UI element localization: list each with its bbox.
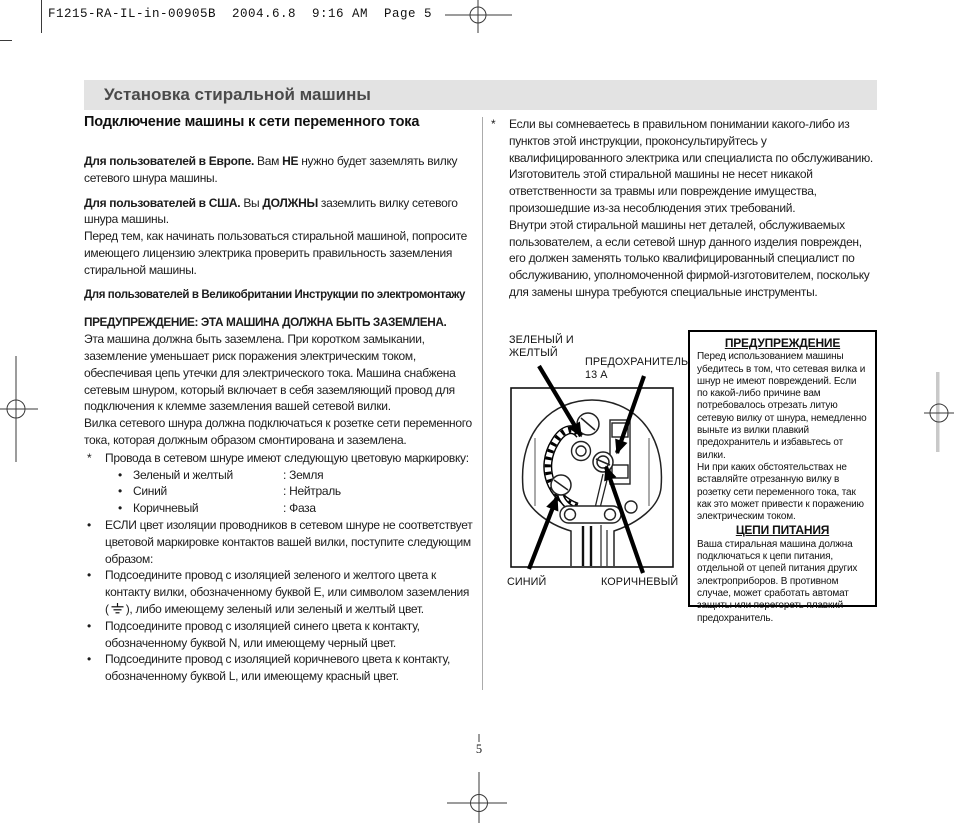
bullet-item-connect-brown: • Подсоедините провод с изоляцией коричневого цвета к контакту, обозначенному буквой L, или имеющему красный цвет. bbox=[87, 652, 451, 684]
wire-colors-intro: Провода в сетевом шнуре имеют следующую цветовую маркировку: bbox=[105, 450, 469, 465]
arrow-green-yellow bbox=[539, 366, 581, 436]
paragraph-europe: Для пользователей в Европе. Вам НЕ нужно будет заземлять вилку сетевого шнура машины. bbox=[84, 154, 458, 185]
bullet-item-mismatch: • ЕСЛИ цвет изоляции проводников в сетевом шнуре не соответствует цветовой маркировке контактов вашей вилки, поступите следующим образом: bbox=[87, 517, 473, 566]
bullet-marker: • bbox=[118, 501, 122, 516]
wire-color-name: Зеленый и желтый bbox=[133, 467, 233, 482]
paragraph-usa: Для пользователей в США. Вы ДОЛЖНЫ заземлить вилку сетевого шнура машины. Перед тем, как начинать пользоваться стиральной машиной, попросите имеющего лицензию электрика проверить правильность заземления стиральной машины. bbox=[84, 195, 468, 277]
warning-box bbox=[688, 330, 877, 624]
right-column bbox=[488, 116, 876, 301]
wire-color-value: : Земля bbox=[283, 467, 324, 482]
warning-box-text-1: Перед использованием машины убедитесь в том, что сетевая вилка и шнур не имеют повреждений. Если по какой-либо причине вам потребовалось отрезать литую сетевую вилку от шнура, немедленно выньте из вилки плавкий предохранитель и избавьтесь от вилки. bbox=[697, 351, 867, 461]
bullet-marker: • bbox=[87, 618, 91, 633]
footnote-star-marker: * bbox=[87, 450, 92, 465]
usa-emphasis: ДОЛЖНЫ bbox=[262, 195, 318, 210]
europe-lead: Для пользователей в Европе. bbox=[84, 154, 254, 168]
warning-box-text-2: Ни при каких обстоятельствах не вставляйте отрезанную вилку в розетку сети переменного тока, так как это может привести к поражению электрическим током. bbox=[697, 461, 864, 523]
bullet-marker: • bbox=[118, 484, 122, 499]
live-terminal bbox=[593, 452, 613, 472]
supply-circuits-title: ЦЕПИ ПИТАНИЯ bbox=[735, 523, 830, 538]
note-liability: Изготовитель этой стиральной машины не несет никакой ответственности за травмы или повреждение имущества, произошедшие из-за несоблюдения этих требований. bbox=[509, 167, 817, 215]
bullet-marker: • bbox=[87, 568, 91, 583]
left-column bbox=[84, 153, 474, 685]
supply-circuits-text: Ваша стиральная машина должна подключаться к цепи питания, отдельной от цепей питания других электроприборов. В противном случае, может сработать автомат защиты или перегореть плавкий предохранитель. bbox=[697, 538, 858, 624]
europe-emphasis: НЕ bbox=[282, 154, 299, 168]
bullet-marker: • bbox=[87, 652, 91, 667]
grounding-warning-body-2: Вилка сетевого шнура должна подключаться к розетке сети переменного тока, которая должным образом смонтирована и заземлена. bbox=[84, 416, 472, 447]
label-blue: СИНИЙ bbox=[507, 576, 547, 588]
consult-electrician-note bbox=[488, 116, 876, 301]
grounding-warning bbox=[84, 314, 474, 448]
label-fuse: ПРЕДОХРАНИТЕЛЬ 13 А bbox=[585, 356, 689, 381]
wire-color-row-neutral bbox=[84, 483, 474, 500]
page-number: 5 bbox=[475, 742, 483, 756]
usa-electrician-note: Перед тем, как начинать пользоваться стиральной машиной, попросите имеющего лицензию электрика проверить правильность заземления стиральной машины. bbox=[84, 229, 468, 277]
registration-mark-top-center bbox=[445, 0, 512, 33]
neutral-terminal bbox=[551, 475, 571, 495]
registration-mark-left bbox=[0, 356, 38, 462]
bullet-item-connect-blue: • Подсоедините провод с изоляцией синего цвета к контакту, обозначенному буквой N, или имеющему черный цвет. bbox=[87, 618, 420, 650]
wire-colors-intro-item bbox=[84, 450, 474, 467]
section-title-bar bbox=[84, 80, 877, 110]
label-green-yellow: ЗЕЛЕНЫЙ И ЖЕЛТЫЙ bbox=[509, 334, 574, 359]
uk-plug-drawing bbox=[523, 400, 662, 566]
cord-barrel bbox=[572, 442, 591, 461]
label-brown: КОРИЧНЕВЫЙ bbox=[601, 576, 679, 588]
note-no-user-parts: Внутри этой стиральной машины нет деталей, обслуживаемых пользователем, а если сетевой шнур данного изделия поврежден, его должен заменять только квалифицированный специалист по обслуживанию, уполномоченной фирмой-изготовителем, поскольку для замены шнура требуются специальные инструменты. bbox=[509, 217, 870, 299]
bullet-item-connect-green: • Подсоедините провод с изоляцией зеленого и желтого цвета к контакту вилки, обозначенному буквой E, или символом заземления ( ), либо имеющему зеленый или зеленый и желтый цвет. bbox=[87, 568, 470, 616]
earth-ground-icon bbox=[111, 603, 124, 614]
column-divider bbox=[482, 117, 483, 690]
page-subtitle: Подключение машины к сети переменного тока bbox=[84, 114, 420, 130]
wire-color-row-live bbox=[84, 500, 474, 517]
bullet-marker: • bbox=[87, 517, 91, 532]
print-header: F1215-RA-IL-in-00905B 2004.6.8 9:16 AM Page 5 bbox=[48, 7, 433, 21]
grounding-warning-body: Эта машина должна быть заземлена. При коротком замыкании, заземление уменьшает риск поражения электрическим током, обеспечивая цепь утечки для электрического тока. Машина снабжена сетевым шнуром, который включает в себя заземляющий провод для подключения к клемме заземления вашей сетевой вилки. bbox=[84, 332, 456, 414]
power-cable bbox=[583, 525, 607, 566]
wire-color-value: : Фаза bbox=[283, 501, 316, 516]
plug-wiring-diagram bbox=[503, 330, 693, 607]
warning-box-title: ПРЕДУПРЕЖДЕНИЕ bbox=[724, 336, 841, 350]
footnote-star-marker: * bbox=[491, 117, 496, 131]
grounding-warning-heading: ПРЕДУПРЕЖДЕНИЕ: ЭТА МАШИНА ДОЛЖНА БЫТЬ ЗАЗЕМЛЕНА. bbox=[84, 315, 447, 330]
bullet-marker: • bbox=[118, 467, 122, 482]
note-consult: Если вы сомневаетесь в правильном понимании какого-либо из пунктов этой инструкции, проконсультируйтесь у квалифицированного электрика или специалиста по обслуживанию. bbox=[509, 117, 873, 165]
usa-lead: Для пользователей в США. bbox=[84, 195, 241, 210]
registration-mark-right bbox=[924, 372, 954, 452]
uk-users-heading: Для пользователей в Великобритании Инструкции по электромонтажу bbox=[84, 288, 465, 301]
wire-color-name: Коричневый bbox=[133, 501, 199, 516]
wire-color-row-earth bbox=[84, 467, 474, 484]
brown-wire bbox=[595, 474, 608, 508]
wire-color-value: : Нейтраль bbox=[283, 484, 341, 499]
page-title: Установка стиральной машины bbox=[104, 85, 371, 104]
wire-color-name: Синий bbox=[133, 484, 167, 499]
